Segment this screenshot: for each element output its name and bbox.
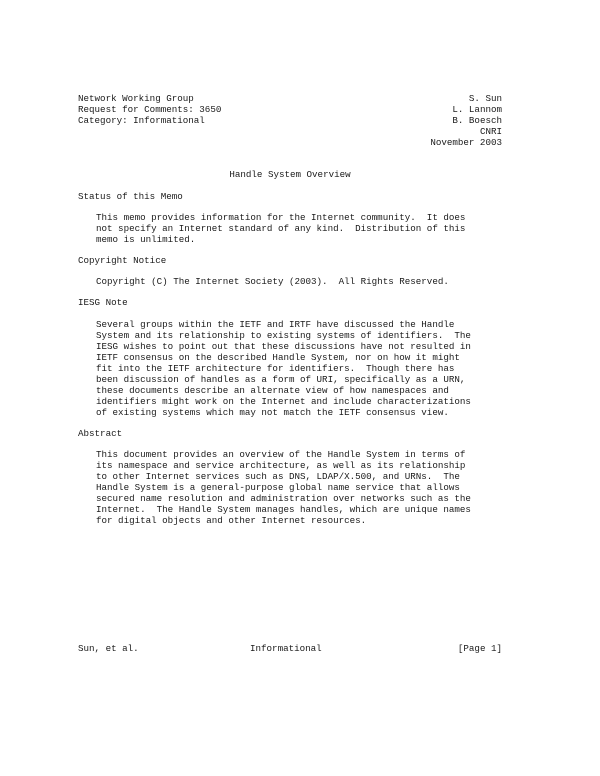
header-left: Network Working Group xyxy=(78,93,194,104)
iesg-line: identifiers might work on the Internet and include characterizations xyxy=(96,396,471,407)
iesg-line: System and its relationship to existing systems of identifiers. The xyxy=(96,330,471,341)
section-heading-iesg: IESG Note xyxy=(78,297,128,308)
page-footer xyxy=(78,643,502,654)
iesg-line: IETF consensus on the described Handle System, nor on how it might xyxy=(96,352,460,363)
iesg-line: been discussion of handles as a form of URI, specifically as a URN, xyxy=(96,374,466,385)
section-heading-status: Status of this Memo xyxy=(78,191,183,202)
document-title: Handle System Overview xyxy=(229,169,351,180)
status-line: memo is unlimited. xyxy=(96,234,196,245)
abstract-line: to other Internet services such as DNS, LDAP/X.500, and URNs. The xyxy=(96,471,460,482)
header-right: L. Lannom xyxy=(452,104,502,115)
section-heading-copyright: Copyright Notice xyxy=(78,255,167,266)
status-line: not specify an Internet standard of any kind. Distribution of this xyxy=(96,223,466,234)
header-left: Request for Comments: 3650 xyxy=(78,104,222,115)
header-row xyxy=(78,104,502,115)
footer-page-number: [Page 1] xyxy=(457,643,502,654)
iesg-line: these documents describe an alternate view of how namespaces and xyxy=(96,385,449,396)
header-row xyxy=(78,126,502,137)
section-heading-abstract: Abstract xyxy=(78,428,123,439)
iesg-line: Several groups within the IETF and IRTF have discussed the Handle xyxy=(96,319,455,330)
header-right: CNRI xyxy=(479,126,502,137)
abstract-line: Handle System is a general-purpose global name service that allows xyxy=(96,482,460,493)
footer-authors: Sun, et al. xyxy=(78,643,139,654)
header-row xyxy=(78,137,502,148)
abstract-line: its namespace and service architecture, as well as its relationship xyxy=(96,460,466,471)
header-left: Category: Informational xyxy=(78,115,205,126)
header-right: November 2003 xyxy=(430,137,502,148)
header-right: B. Boesch xyxy=(452,115,502,126)
header-row xyxy=(78,115,502,126)
copyright-line: Copyright (C) The Internet Society (2003). All Rights Reserved. xyxy=(96,276,449,287)
header-right: S. Sun xyxy=(468,93,502,104)
abstract-line: This document provides an overview of the Handle System in terms of xyxy=(96,449,466,460)
iesg-line: of existing systems which may not match the IETF consensus view. xyxy=(96,407,449,418)
footer-category: Informational xyxy=(250,643,322,654)
iesg-line: IESG wishes to point out that these discussions have not resulted in xyxy=(96,341,471,352)
abstract-line: for digital objects and other Internet resources. xyxy=(96,515,367,526)
status-line: This memo provides information for the Internet community. It does xyxy=(96,212,466,223)
abstract-line: secured name resolution and administration over networks such as the xyxy=(96,493,471,504)
iesg-line: fit into the IETF architecture for identifiers. Though there has xyxy=(96,363,455,374)
abstract-line: Internet. The Handle System manages handles, which are unique names xyxy=(96,504,471,515)
header-row xyxy=(78,93,502,104)
